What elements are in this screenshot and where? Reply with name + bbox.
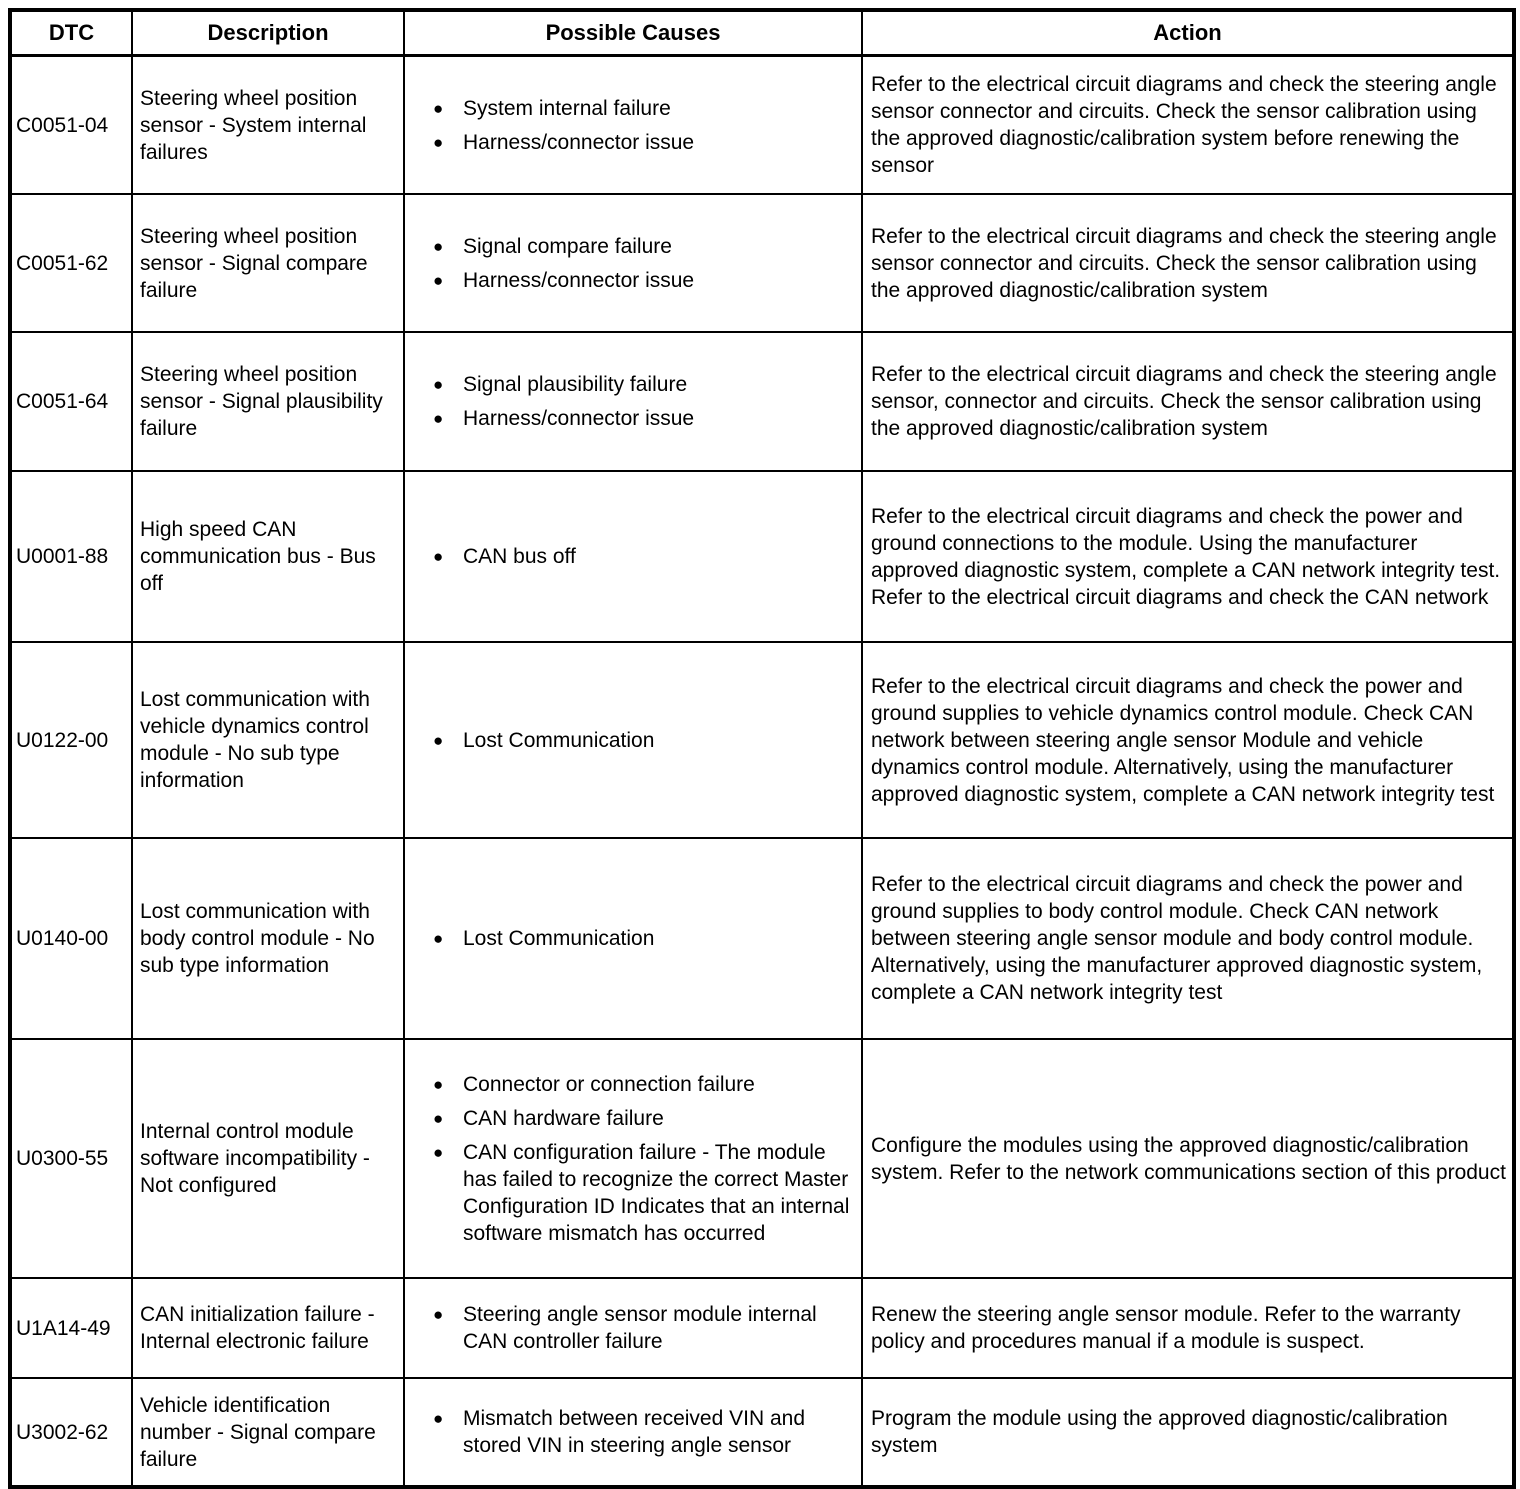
bullet-icon: ● (433, 730, 444, 750)
cause-text: Harness/connector issue (463, 130, 695, 154)
table-row (10, 56, 1514, 195)
cause-text: Signal plausibility failure (463, 373, 688, 396)
bullet-icon: ● (433, 1108, 444, 1128)
cause-item (433, 129, 857, 156)
dtc-cell: C0051-64 (10, 332, 132, 471)
description-cell: High speed CAN communication bus - Bus off (132, 471, 404, 642)
cause-text: System internal failure (463, 96, 671, 120)
dtc-cell: U0300-55 (10, 1039, 132, 1278)
table-body (10, 56, 1514, 1488)
bullet-icon: ● (433, 270, 444, 290)
cause-item (433, 1071, 857, 1098)
causes-list (405, 371, 857, 432)
causes-cell (404, 1378, 862, 1487)
cause-item (433, 1105, 857, 1132)
dtc-cell: U0122-00 (10, 642, 132, 838)
causes-list (405, 727, 857, 754)
cause-item (433, 371, 857, 398)
bullet-icon: ● (433, 1142, 444, 1162)
cause-item (433, 1139, 857, 1247)
dtc-cell: U0001-88 (10, 471, 132, 642)
causes-list (405, 233, 857, 294)
causes-list (405, 925, 857, 952)
description-cell: Steering wheel position sensor - System internal failures (132, 56, 404, 195)
cause-item (433, 1405, 857, 1459)
causes-cell (404, 56, 862, 195)
table-row (10, 642, 1514, 838)
action-cell: Refer to the electrical circuit diagrams and check the power and ground supplies to vehicle dynamics control module. Check CAN network between steering angle sensor Module and vehicle dynamics control module. Alternatively, using the manufacturer approved diagnostic system, complete a CAN network integrity test (862, 642, 1514, 838)
description-cell: Vehicle identification number - Signal compare failure (132, 1378, 404, 1487)
description-cell: Lost communication with vehicle dynamics control module - No sub type information (132, 642, 404, 838)
bullet-icon: ● (433, 929, 444, 948)
cause-text: Connector or connection failure (463, 1072, 755, 1096)
table-row (10, 1039, 1514, 1278)
cause-text: Steering angle sensor module internal CAN controller failure (463, 1303, 817, 1353)
table-header (10, 10, 1514, 56)
cause-text: Lost Communication (463, 728, 655, 752)
action-cell: Refer to the electrical circuit diagrams and check the steering angle sensor connector and circuits. Check the sensor calibration using the approved diagnostic/calibration system (862, 194, 1514, 332)
dtc-cell: U1A14-49 (10, 1278, 132, 1378)
dtc-cell: U3002-62 (10, 1378, 132, 1487)
bullet-icon: ● (433, 98, 444, 118)
cause-item (433, 1301, 857, 1355)
dtc-cell: C0051-04 (10, 56, 132, 195)
action-cell: Renew the steering angle sensor module. Refer to the warranty policy and procedures manual if a module is suspect. (862, 1278, 1514, 1378)
action-cell: Configure the modules using the approved diagnostic/calibration system. Refer to the network communications section of this product (862, 1039, 1514, 1278)
cause-item (433, 267, 857, 294)
bullet-icon: ● (433, 1074, 444, 1094)
cause-text: CAN hardware failure (463, 1106, 664, 1130)
cause-item (433, 543, 857, 570)
cause-item (433, 727, 857, 754)
cause-text: Harness/connector issue (463, 407, 695, 430)
cause-text: CAN configuration failure - The module has failed to recognize the correct Master Configuration ID Indicates that an internal software mismatch has occurred (463, 1140, 850, 1245)
bullet-icon: ● (433, 1305, 444, 1324)
causes-cell (404, 194, 862, 332)
header-row (10, 10, 1514, 56)
cause-text: Signal compare failure (463, 234, 672, 258)
table-row (10, 471, 1514, 642)
description-cell: Lost communication with body control module - No sub type information (132, 838, 404, 1039)
cause-item (433, 95, 857, 122)
cause-text: CAN bus off (463, 545, 576, 568)
cause-text: Harness/connector issue (463, 268, 695, 292)
cause-item (433, 925, 857, 952)
table-row (10, 838, 1514, 1039)
dtc-cell: C0051-62 (10, 194, 132, 332)
dtc-cell: U0140-00 (10, 838, 132, 1039)
dtc-table (8, 8, 1516, 1489)
bullet-icon: ● (433, 375, 444, 394)
bullet-icon: ● (433, 409, 444, 428)
causes-list (405, 543, 857, 570)
table-row (10, 1278, 1514, 1378)
causes-list (405, 1301, 857, 1355)
causes-cell (404, 1278, 862, 1378)
causes-cell (404, 471, 862, 642)
column-header-action: Action (862, 10, 1514, 56)
cause-text: Lost Communication (463, 927, 655, 950)
causes-cell (404, 332, 862, 471)
table-row (10, 1378, 1514, 1487)
cause-item (433, 233, 857, 260)
table-row (10, 332, 1514, 471)
description-cell: Steering wheel position sensor - Signal compare failure (132, 194, 404, 332)
column-header-dtc: DTC (10, 10, 132, 56)
causes-list (405, 1405, 857, 1459)
description-cell: CAN initialization failure - Internal electronic failure (132, 1278, 404, 1378)
action-cell: Program the module using the approved diagnostic/calibration system (862, 1378, 1514, 1487)
column-header-possible-causes: Possible Causes (404, 10, 862, 56)
action-cell: Refer to the electrical circuit diagrams and check the power and ground supplies to body control module. Check CAN network between steering angle sensor module and body control module. Alternatively, using the manufacturer approved diagnostic system, complete a CAN network integrity test (862, 838, 1514, 1039)
bullet-icon: ● (433, 547, 444, 566)
causes-cell (404, 642, 862, 838)
causes-cell (404, 838, 862, 1039)
description-cell: Internal control module software incompatibility - Not configured (132, 1039, 404, 1278)
causes-list (405, 1071, 857, 1247)
action-cell: Refer to the electrical circuit diagrams and check the steering angle sensor, connector and circuits. Check the sensor calibration using the approved diagnostic/calibration system (862, 332, 1514, 471)
action-cell: Refer to the electrical circuit diagrams and check the steering angle sensor connector and circuits. Check the sensor calibration using the approved diagnostic/calibration system before renewing the sensor (862, 56, 1514, 195)
table-row (10, 194, 1514, 332)
column-header-description: Description (132, 10, 404, 56)
description-cell: Steering wheel position sensor - Signal plausibility failure (132, 332, 404, 471)
action-cell: Refer to the electrical circuit diagrams and check the power and ground connections to the module. Using the manufacturer approved diagnostic system, complete a CAN network integrity test. Refer to the electrical circuit diagrams and check the CAN network (862, 471, 1514, 642)
causes-list (405, 95, 857, 156)
cause-item (433, 405, 857, 432)
causes-cell (404, 1039, 862, 1278)
cause-text: Mismatch between received VIN and stored VIN in steering angle sensor (463, 1407, 805, 1457)
bullet-icon: ● (433, 132, 444, 152)
bullet-icon: ● (433, 236, 444, 256)
bullet-icon: ● (433, 1409, 444, 1428)
